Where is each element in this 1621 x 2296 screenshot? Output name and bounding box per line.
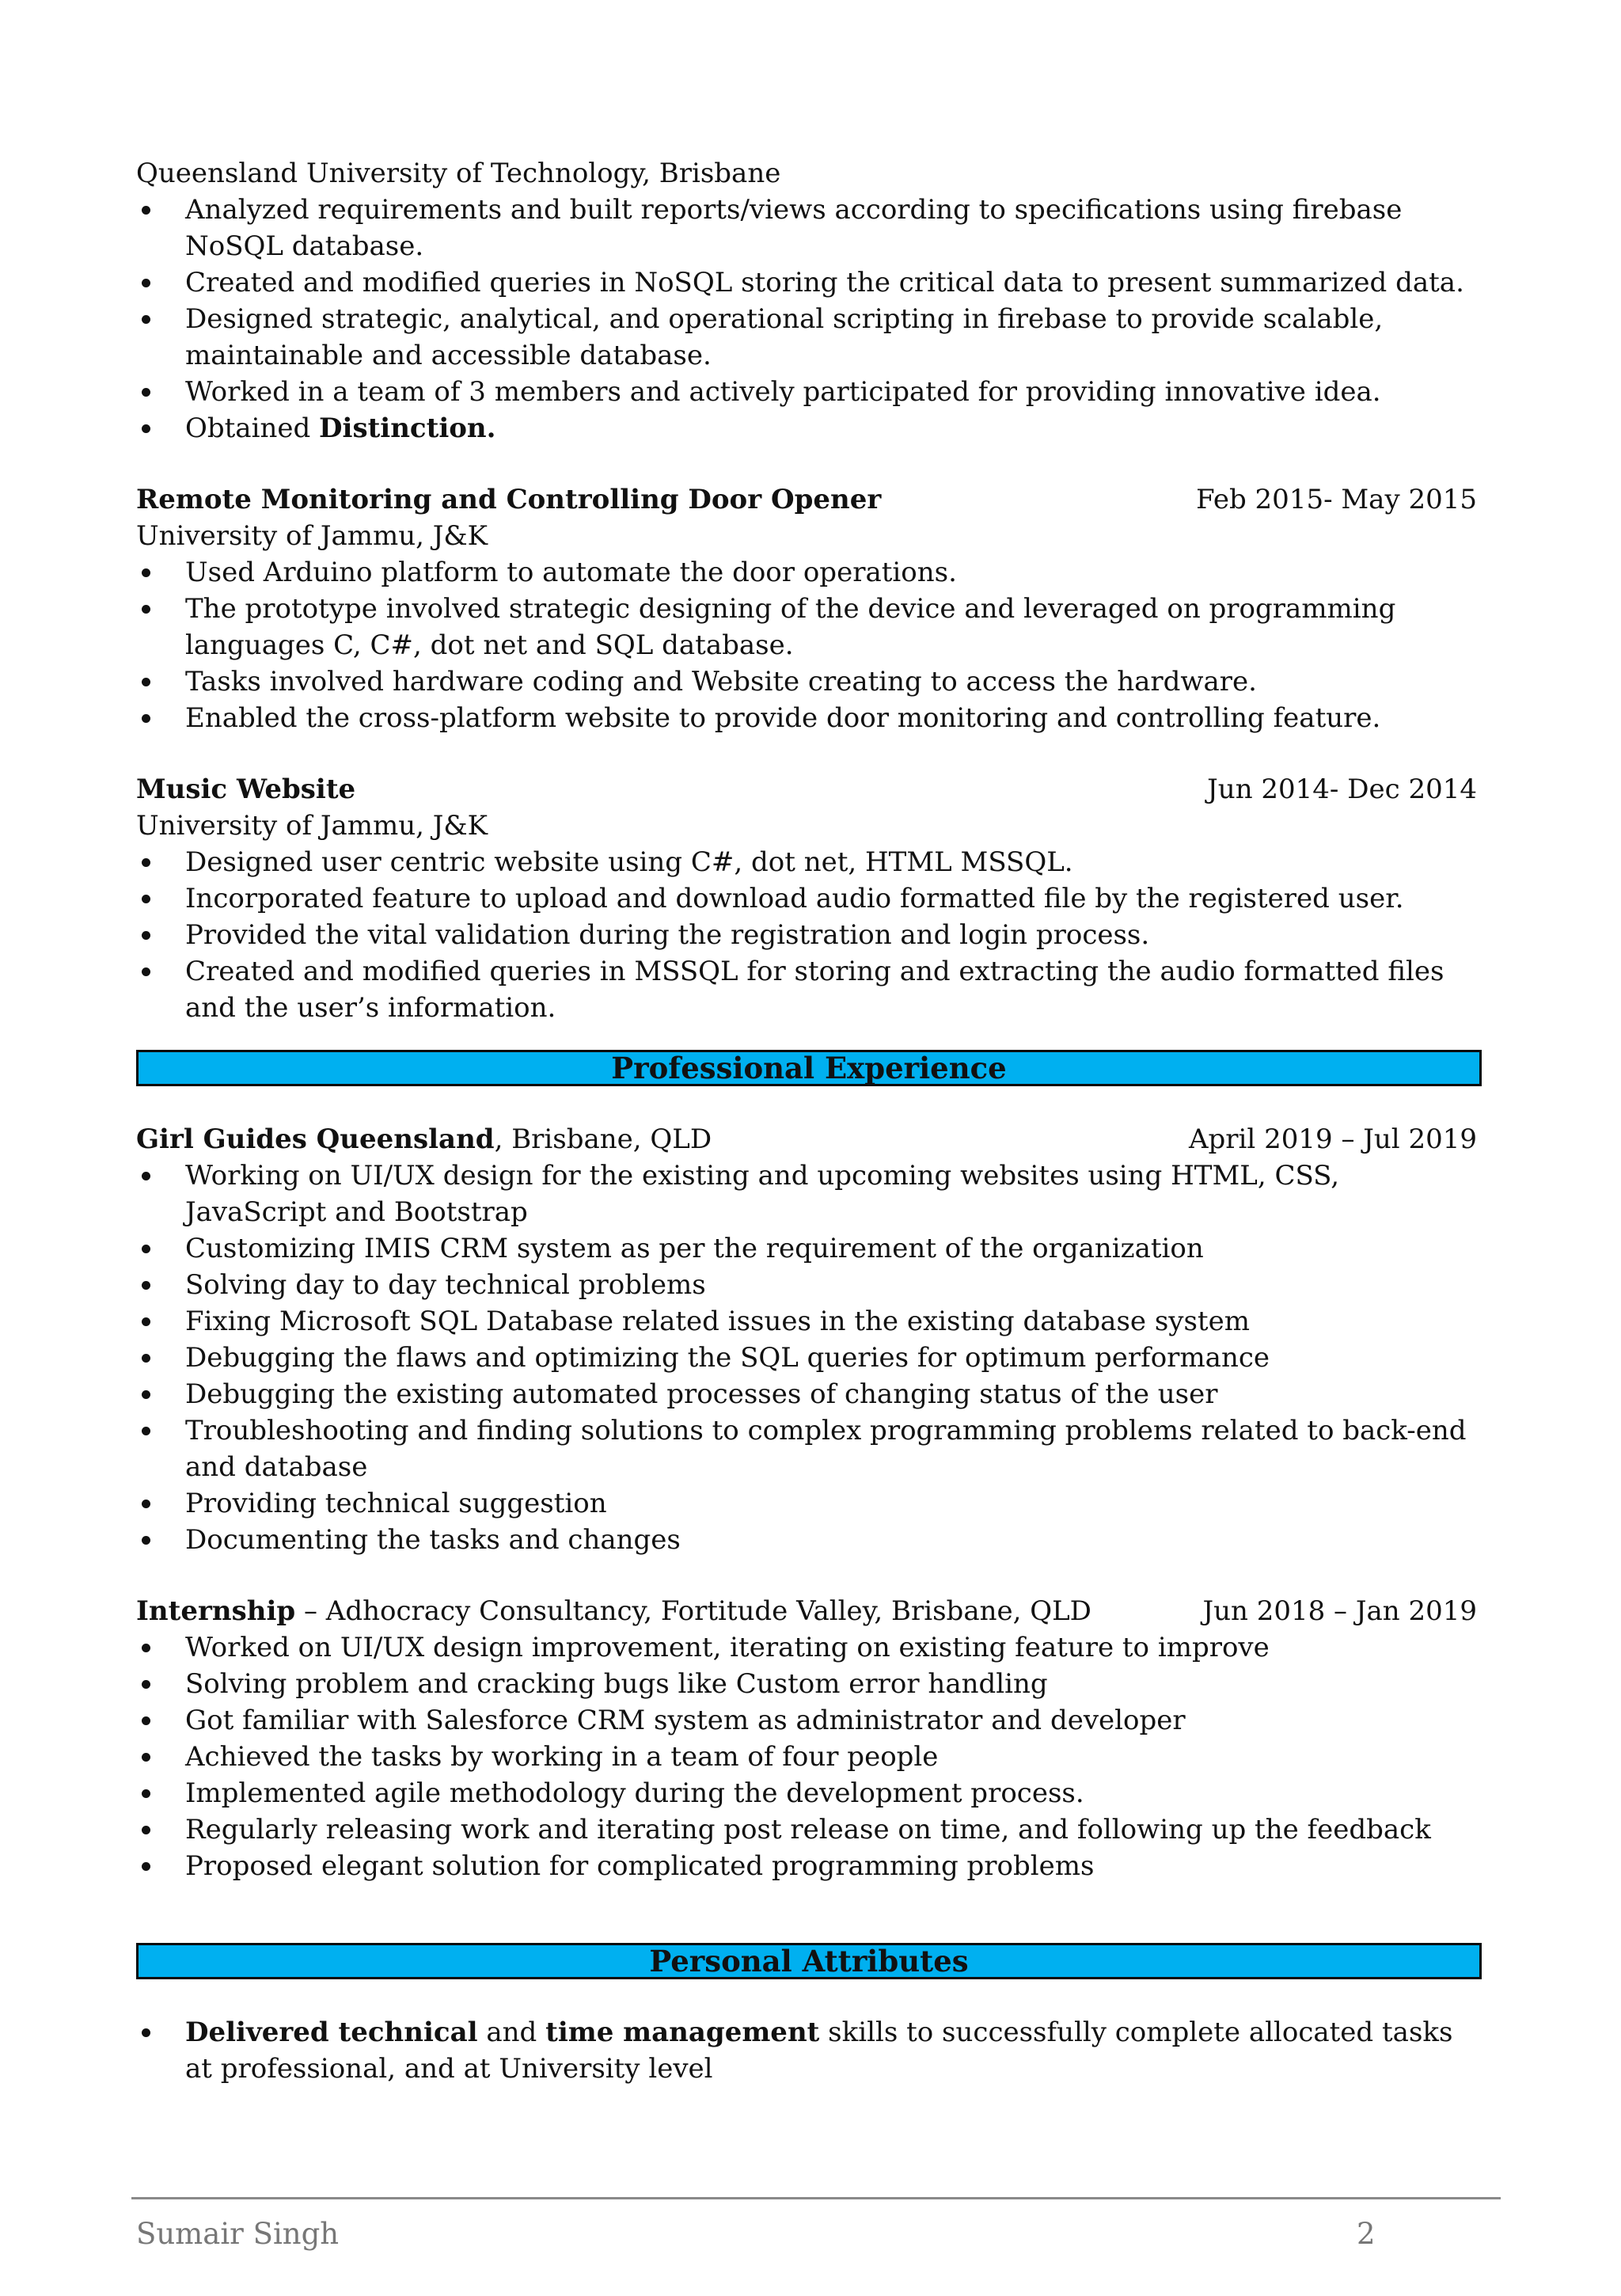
section-heading-professional-experience: Professional Experience [136, 1050, 1482, 1086]
project3-header [136, 771, 1482, 808]
distinction-text: Distinction. [319, 412, 496, 444]
list-item: Documenting the tasks and changes [136, 1522, 1482, 1558]
job2-employer [136, 1593, 1091, 1629]
list-item: Troubleshooting and finding solutions to complex programming problems related to back-end and database [136, 1412, 1482, 1485]
page-content [136, 155, 1482, 2087]
job2-location: – Adhocracy Consultancy, Fortitude Valley, Brisbane, QLD [295, 1595, 1091, 1627]
attribute-bold-technical: Delivered technical [185, 2017, 478, 2048]
list-item: Analyzed requirements and built reports/views according to specifications using firebase NoSQL database. [136, 192, 1482, 264]
list-item [136, 2014, 1482, 2087]
list-item: Used Arduino platform to automate the door operations. [136, 554, 1482, 591]
project2-bullets [136, 554, 1482, 736]
project2-org: University of Jammu, J&K [136, 520, 488, 552]
job1-dates: April 2019 – Jul 2019 [1188, 1123, 1477, 1155]
list-item: Provided the vital validation during the registration and login process. [136, 917, 1482, 953]
job2-title: Internship [136, 1595, 296, 1627]
list-item: Got familiar with Salesforce CRM system as administrator and developer [136, 1702, 1482, 1739]
list-item: Solving day to day technical problems [136, 1267, 1482, 1303]
attributes-bullets [136, 2014, 1482, 2087]
list-item: Enabled the cross-platform website to provide door monitoring and controlling feature. [136, 700, 1482, 736]
list-item: Solving problem and cracking bugs like Custom error handling [136, 1666, 1482, 1702]
list-item: Created and modified queries in NoSQL storing the critical data to present summarized data. [136, 264, 1482, 301]
job1-header [136, 1121, 1482, 1158]
project2-dates: Feb 2015- May 2015 [1196, 484, 1477, 515]
list-item: Designed strategic, analytical, and operational scripting in firebase to provide scalable, maintainable and accessible database. [136, 301, 1482, 374]
project3-dates: Jun 2014- Dec 2014 [1207, 774, 1477, 805]
list-item: The prototype involved strategic designing of the device and leveraged on programming languages C, C#, dot net and SQL database. [136, 591, 1482, 663]
project1-bullets [136, 192, 1482, 447]
job1-location: , Brisbane, QLD [494, 1123, 712, 1155]
list-item: Customizing IMIS CRM system as per the requirement of the organization [136, 1230, 1482, 1267]
footer-page-number: 2 [1357, 2217, 1376, 2251]
job1-title: Girl Guides Queensland [136, 1123, 495, 1155]
footer-author-name: Sumair Singh [136, 2217, 340, 2251]
section-heading-personal-attributes: Personal Attributes [136, 1943, 1482, 1979]
list-item: Working on UI/UX design for the existing and upcoming websites using HTML, CSS, JavaScript and Bootstrap [136, 1158, 1482, 1230]
attribute-bold-time: time management [545, 2017, 820, 2048]
list-item [136, 410, 1482, 447]
job2-bullets [136, 1629, 1482, 1884]
list-item: Regularly releasing work and iterating post release on time, and following up the feedback [136, 1811, 1482, 1848]
list-item: Proposed elegant solution for complicated programming problems [136, 1848, 1482, 1884]
job2-header [136, 1593, 1482, 1629]
attribute-rest: skills to successfully complete allocated tasks at professional, and at University level [185, 2017, 1453, 2085]
footer-divider [131, 2197, 1501, 2199]
project3-bullets [136, 844, 1482, 1026]
attribute-mid: and [477, 2017, 546, 2048]
list-item: Worked in a team of 3 members and actively participated for providing innovative idea. [136, 374, 1482, 410]
project2-header [136, 481, 1482, 518]
list-item: Incorporated feature to upload and download audio formatted file by the registered user. [136, 880, 1482, 917]
project3-title: Music Website [136, 774, 356, 805]
obtained-text: Obtained [185, 412, 320, 444]
list-item: Designed user centric website using C#, dot net, HTML MSSQL. [136, 844, 1482, 880]
list-item: Tasks involved hardware coding and Website creating to access the hardware. [136, 663, 1482, 700]
project1-org: Queensland University of Technology, Brisbane [136, 158, 781, 189]
list-item: Achieved the tasks by working in a team of four people [136, 1739, 1482, 1775]
list-item: Providing technical suggestion [136, 1485, 1482, 1522]
job1-employer [136, 1121, 712, 1158]
list-item: Fixing Microsoft SQL Database related issues in the existing database system [136, 1303, 1482, 1340]
job1-bullets [136, 1158, 1482, 1558]
job2-dates: Jun 2018 – Jan 2019 [1202, 1595, 1477, 1627]
list-item: Debugging the flaws and optimizing the SQL queries for optimum performance [136, 1340, 1482, 1376]
list-item: Worked on UI/UX design improvement, iterating on existing feature to improve [136, 1629, 1482, 1666]
project2-title: Remote Monitoring and Controlling Door Opener [136, 484, 882, 515]
project3-org: University of Jammu, J&K [136, 810, 488, 842]
list-item: Created and modified queries in MSSQL for storing and extracting the audio formatted files and the user’s information. [136, 953, 1482, 1026]
list-item: Debugging the existing automated processes of changing status of the user [136, 1376, 1482, 1412]
list-item: Implemented agile methodology during the development process. [136, 1775, 1482, 1811]
